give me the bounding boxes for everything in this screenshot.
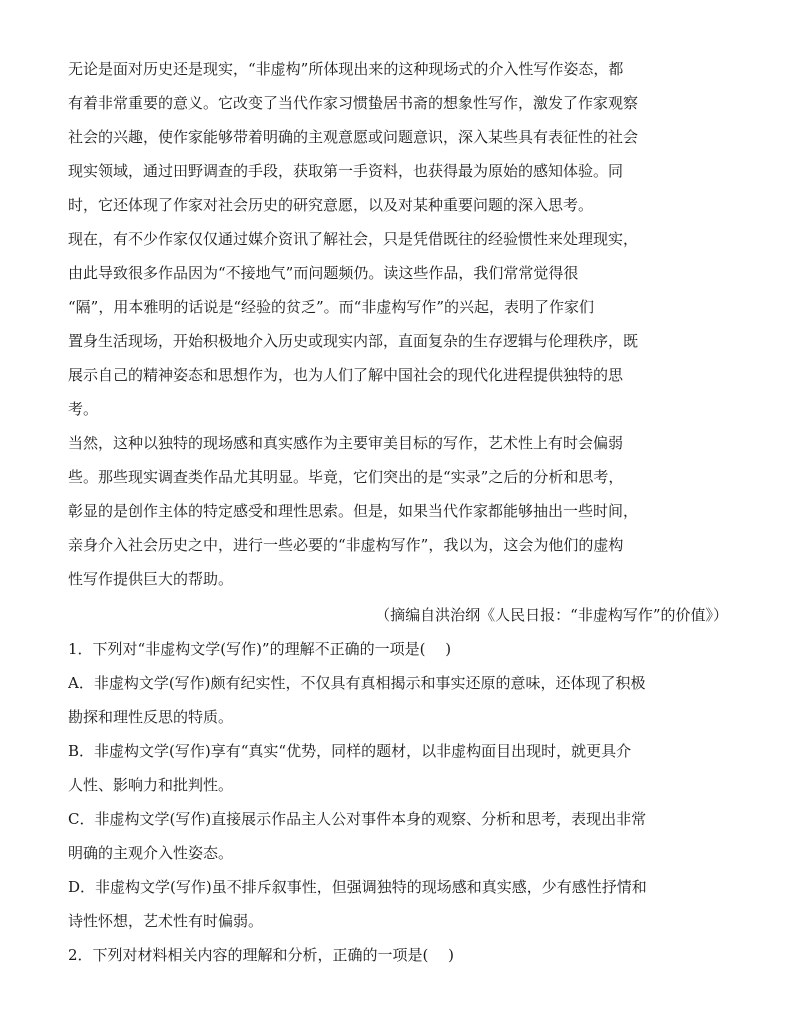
paragraph-line: 社会的兴趣，使作家能够带着明确的主观意愿或问题意识，深入某些具有表征性的社会 [68,128,639,146]
option-line: A．非虚构文学(写作)颇有纪实性，不仅具有真相揭示和事实还原的意味，还体现了积极 [68,674,646,692]
paragraph-line: 彰显的是创作主体的特定感受和理性思索。但是，如果当代作家都能够抽出一些时间， [68,502,639,520]
option-d [68,870,728,938]
option-line: 人性、影响力和批判性。 [68,776,234,794]
paragraph-line: 时，它还体现了作家对社会历史的研究意愿，以及对某种重要问题的深入思考。 [68,196,594,214]
paragraph-3 [68,426,728,596]
paragraph-line: 展示自己的精神姿态和思想作为，也为人们了解中国社会的现代化进程提供独特的思 [68,366,624,384]
option-b [68,734,728,802]
paragraph-line: 考。 [68,400,99,418]
paragraph-line: 现实领域，通过田野调查的手段，获取第一手资料，也获得最为原始的感知体验。同 [68,162,624,180]
document-page [68,52,728,972]
paragraph-line: 当然，这种以独特的现场感和真实感作为主要审美目标的写作，艺术性上有时会偏弱 [68,434,624,452]
question-stem: 1．下列对“非虚构文学(写作)”的理解不正确的一项是( ) [68,640,452,658]
paragraph-line: 亲身介入社会历史之中，进行一些必要的“非虚构写作”，我以为，这会为他们的虚构 [68,536,624,554]
paragraph-line: 置身生活现场，开始积极地介入历史或现实内部，直面复杂的生存逻辑与伦理秩序，既 [68,332,639,350]
option-line: C．非虚构文学(写作)直接展示作品主人公对事件本身的观察、分析和思考，表现出非常 [68,810,647,828]
question-1 [68,632,728,938]
question-stem: 2．下列对材料相关内容的理解和分析，正确的一项是( ) [68,946,455,964]
option-a [68,666,728,734]
question-2 [68,938,728,972]
option-line: 勘探和理性反思的特质。 [68,708,234,726]
paragraph-line: “隔”，用本雅明的话说是“经验的贫乏”。而“非虚构写作”的兴起，表明了作家们 [68,298,595,316]
paragraph-line: 现在，有不少作家仅仅通过媒介资讯了解社会，只是凭借既往的经验惯性来处理现实， [68,230,639,248]
paragraph-line: 无论是面对历史还是现实，“非虚构”所体现出来的这种现场式的介入性写作姿态，都 [68,60,624,78]
paragraph-line: 性写作提供巨大的帮助。 [68,570,234,588]
option-line: 明确的主观介入性姿态。 [68,844,234,862]
paragraph-1 [68,52,728,222]
paragraph-line: 由此导致很多作品因为“不接地气”而问题频仍。读这些作品，我们常常觉得很 [68,264,579,282]
option-line: D．非虚构文学(写作)虽不排斥叙事性，但强调独特的现场感和真实感，少有感性抒情和 [68,878,647,896]
option-line: B．非虚构文学(写作)享有“真实“优势，同样的题材，以非虚构面目出现时，就更具介 [68,742,632,760]
paragraph-line: 些。那些现实调查类作品尤其明显。毕竟，它们突出的是“实录”之后的分析和思考， [68,468,624,486]
source-citation: （摘编自洪治纲《人民日报：“非虚构写作”的价值》） [375,606,728,624]
paragraph-line: 有着非常重要的意义。它改变了当代作家习惯蛰居书斋的想象性写作，激发了作家观察 [68,94,639,112]
option-c [68,802,728,870]
paragraph-2 [68,222,728,426]
option-line: 诗性怀想，艺术性有时偏弱。 [68,912,264,930]
